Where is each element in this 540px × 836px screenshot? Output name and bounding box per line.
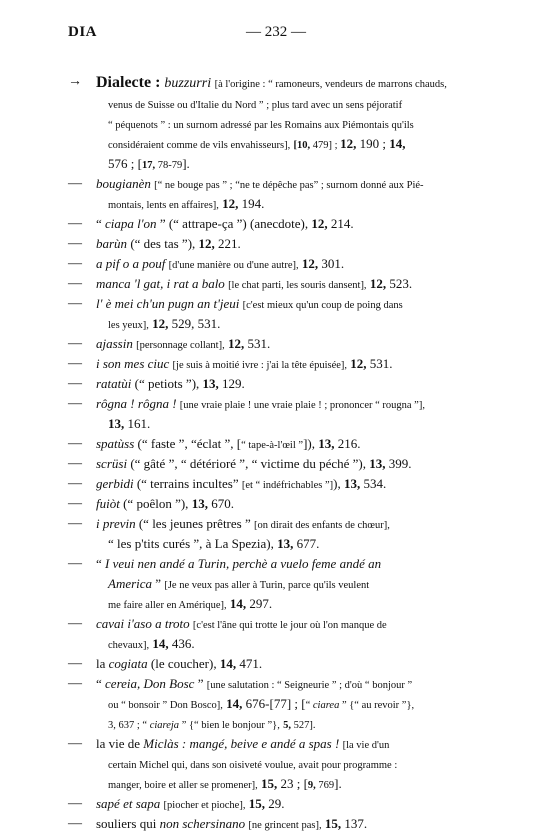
text-segment: 13, (191, 496, 208, 511)
text-segment: la (96, 656, 109, 671)
text-segment: [je suis à moitié ivre : j'ai la tête épuisée], (172, 360, 348, 371)
text-segment: a pif o a pouf (96, 256, 166, 271)
text-segment: bougianèn (96, 176, 151, 191)
dash-marker: — (68, 236, 82, 251)
text-segment: 12, (311, 216, 328, 231)
text-segment: scrüsi (96, 456, 128, 471)
entry-line (96, 134, 478, 154)
text-segment: (“ poêlon ”), (119, 496, 192, 511)
text-segment: 161. (124, 416, 151, 431)
text-segment: souliers qui (96, 816, 160, 831)
dash-marker: — (68, 176, 82, 191)
text-segment: (“ des tas ”), (127, 236, 199, 251)
text-segment: 523. (386, 276, 413, 291)
text-segment: les yeux], (108, 320, 149, 331)
dash-marker: — (68, 816, 82, 831)
text-segment: ou “ bonsoir ” Don Bosco], (108, 700, 223, 711)
text-segment: ]), (303, 436, 319, 451)
text-segment: “ péquenots ” : un surnom adressé par les Romains aux Piémontais qu'ils (108, 120, 414, 131)
text-segment: Miclàs : mangé, beive e andé a spas ! (143, 736, 340, 751)
dictionary-entry (68, 794, 478, 814)
text-segment: l' è mei ch'un pugn an t'jeui (96, 296, 240, 311)
text-segment: (“ gâté ”, “ détérioré ”, “ victime du péché ”), (127, 456, 370, 471)
dictionary-entry (68, 374, 478, 394)
text-segment: 297. (246, 596, 273, 611)
dash-marker: — (68, 456, 82, 471)
text-segment: (“ les jeunes prêtres ” (135, 516, 254, 531)
text-segment: 531. (244, 336, 271, 351)
text-segment: 13, (318, 436, 335, 451)
text-segment: 14, (152, 636, 169, 651)
text-segment: ” (152, 576, 165, 591)
dash-marker: — (68, 436, 82, 451)
text-segment: [d'une manière ou d'une autre], (168, 260, 299, 271)
text-segment: 15, (324, 816, 342, 831)
text-segment: [10, (293, 140, 311, 151)
text-segment: [à l'origine : “ ramoneurs, vendeurs de marrons chauds, (214, 79, 447, 90)
dash-marker: — (68, 496, 82, 511)
text-segment: “ les p'tits curés ”, à La Spezia), (108, 536, 278, 551)
text-segment: (le coucher), (147, 656, 220, 671)
dash-marker: — (68, 616, 82, 631)
text-segment: “ (96, 216, 106, 231)
dictionary-entry (68, 514, 478, 554)
text-segment: 14, (226, 696, 243, 711)
entry-line (96, 714, 478, 734)
entry-line (96, 614, 478, 634)
dictionary-entry (68, 814, 478, 834)
text-segment: 216. (334, 436, 361, 451)
text-segment: 190 ; (356, 136, 390, 151)
text-segment: 529, 531. (168, 316, 221, 331)
text-segment: 436. (168, 636, 195, 651)
text-segment: 12, (152, 316, 169, 331)
text-segment: 137. (341, 816, 368, 831)
running-head: DIA (68, 24, 98, 40)
text-segment: ” (194, 676, 207, 691)
dash-marker: — (68, 276, 82, 291)
text-segment: 301. (318, 256, 345, 271)
text-segment: me faire aller en Amérique], (108, 600, 227, 611)
text-segment: 531. (366, 356, 393, 371)
entry-line (96, 314, 478, 334)
entry-line (96, 474, 478, 494)
text-segment: (“ terrains incultes” (133, 476, 242, 491)
text-segment: 471. (236, 656, 263, 671)
dictionary-entry (68, 674, 478, 734)
text-segment: [une vraie plaie ! une vraie plaie ! ; prononcer “ rougna ”], (179, 400, 425, 411)
text-segment: ]. (182, 156, 190, 171)
text-segment: [on dirait des enfants de chœur], (253, 520, 390, 531)
text-segment: ” (“ attrape-ça ”) (anecdote), (156, 216, 312, 231)
text-segment: rôgna ! rôgna ! (96, 396, 177, 411)
entry-line (96, 214, 478, 234)
text-segment: 13, (369, 456, 386, 471)
text-segment: 17, (141, 160, 156, 171)
text-segment: [c'est mieux qu'un coup de poing dans (242, 300, 403, 311)
dictionary-entry (68, 734, 478, 794)
text-segment: venus de Suisse ou d'Italie du Nord ” ; plus tard avec un sens péjoratif (108, 100, 403, 111)
entry-line (96, 394, 478, 414)
entry-line (96, 174, 478, 194)
text-segment: spatùss (96, 436, 135, 451)
text-segment: montais, lents en affaires], (108, 200, 219, 211)
entry-line (96, 574, 478, 594)
dash-marker: — (68, 796, 82, 811)
text-segment: manca 'l gat, i rat a balo (96, 276, 225, 291)
dash-marker: — (68, 296, 82, 311)
entry-line (96, 594, 478, 614)
entry-line (96, 72, 478, 94)
dash-marker: — (68, 656, 82, 671)
text-segment: 3, 637 ; “ (108, 720, 150, 731)
entry-line (96, 454, 478, 474)
text-segment: 12, (227, 336, 245, 351)
text-segment: 129. (218, 376, 245, 391)
text-segment: certain Michel qui, dans son oisiveté voulue, avait pour programme : (108, 760, 398, 771)
dictionary-entry (68, 434, 478, 454)
entry-line (96, 534, 478, 554)
text-segment: 15, (260, 776, 278, 791)
text-segment: ciapa l'on (105, 216, 157, 231)
text-segment: 23 ; [ (277, 776, 308, 791)
text-segment: la vie de (96, 736, 144, 751)
entry-line (96, 94, 478, 114)
text-segment: 676-[77] ; [ (242, 696, 306, 711)
text-segment: [la vie d'un (342, 740, 390, 751)
text-segment: [c'est l'âne qui trotte le jour où l'on manque de (192, 620, 387, 631)
dash-marker: — (68, 476, 82, 491)
dictionary-entry (68, 354, 478, 374)
entry-line (96, 434, 478, 454)
text-segment: “ (305, 700, 313, 711)
text-segment: 12, (369, 276, 387, 291)
text-segment: 221. (214, 236, 241, 251)
text-segment: manger, boire et aller se promener], (108, 780, 258, 791)
dictionary-entry (68, 394, 478, 434)
entry-line (96, 554, 478, 574)
text-segment: 78-79 (155, 160, 183, 171)
text-segment: [le chat parti, les souris dansent], (228, 280, 367, 291)
dash-marker: — (68, 556, 82, 571)
dictionary-entry (68, 254, 478, 274)
text-segment: ratatùi (96, 376, 132, 391)
text-segment: 13, (277, 536, 294, 551)
text-segment: 13, (343, 476, 361, 491)
text-segment: 12, (198, 236, 215, 251)
text-segment: 769 (315, 780, 335, 791)
page-header (68, 24, 478, 44)
entry-line (96, 374, 478, 394)
text-segment: 14, (219, 656, 237, 671)
text-segment: 14, (229, 596, 247, 611)
text-segment: 15, (248, 796, 265, 811)
entry-line (96, 694, 478, 714)
dash-marker: — (68, 736, 82, 751)
text-segment: 194. (238, 196, 265, 211)
text-segment: “ (96, 556, 106, 571)
dictionary-entry (68, 474, 478, 494)
text-segment: Dialecte : (96, 74, 165, 91)
entry-line (96, 514, 478, 534)
text-segment: [piocher et pioche], (163, 800, 246, 811)
dictionary-entries (68, 72, 478, 834)
text-segment: ), (333, 476, 344, 491)
text-segment: America (108, 576, 153, 591)
dash-marker: — (68, 256, 82, 271)
entry-line (96, 494, 478, 514)
text-segment: ciareja (149, 720, 180, 731)
entry-line (96, 154, 478, 174)
arrow-marker: → (68, 74, 82, 89)
text-segment: 13, (108, 416, 125, 431)
dictionary-entry (68, 294, 478, 334)
text-segment: (“ faste ”, “éclat ”, [ (134, 436, 242, 451)
dictionary-entry (68, 334, 478, 354)
dash-marker: — (68, 216, 82, 231)
text-segment: 14, (389, 136, 406, 151)
entry-line (96, 674, 478, 694)
dictionary-entry (68, 554, 478, 614)
text-segment: 12, (222, 196, 239, 211)
text-segment: [“ ne bouge pas ” ; “ne te dépêche pas” ; surnom donné aux Pié- (154, 180, 424, 191)
entry-line (96, 254, 478, 274)
dash-marker: — (68, 376, 82, 391)
entry-line (96, 294, 478, 314)
entry-line (96, 334, 478, 354)
entry-line (96, 734, 478, 754)
text-segment: 12, (340, 136, 357, 151)
text-segment: cereia, Don Bosc (105, 676, 195, 691)
entry-line (96, 754, 478, 774)
text-segment: “ (96, 676, 106, 691)
text-segment: sapé et sapa (96, 796, 161, 811)
text-segment: 670. (207, 496, 234, 511)
text-segment: [Je ne veux pas aller à Turin, parce qu'ils veulent (164, 580, 370, 591)
dash-marker: — (68, 396, 82, 411)
text-segment: 399. (385, 456, 412, 471)
dictionary-entry (68, 654, 478, 674)
text-segment: 13, (202, 376, 219, 391)
text-segment: ciarea (312, 700, 340, 711)
text-segment: [une salutation : “ Seigneurie ” ; d'où “ bonjour ” (206, 680, 413, 691)
dictionary-entry (68, 234, 478, 254)
text-segment: fuiòt (96, 496, 120, 511)
text-segment: i son mes ciuc (96, 356, 170, 371)
text-segment: I veui nen andé a Turin, perchè a vuelo feme andé an (105, 556, 382, 571)
entry-line (96, 814, 478, 834)
text-segment: [ne grincent pas], (248, 820, 322, 831)
entry-line (96, 414, 478, 434)
entry-line (96, 234, 478, 254)
text-segment: [personnage collant], (136, 340, 225, 351)
entry-line (96, 634, 478, 654)
dictionary-entry (68, 174, 478, 214)
text-segment: barùn (96, 236, 128, 251)
text-segment: gerbidi (96, 476, 134, 491)
text-segment: 534. (360, 476, 387, 491)
page-number: — 232 — (246, 24, 306, 40)
dash-marker: — (68, 336, 82, 351)
dash-marker: — (68, 356, 82, 371)
dictionary-entry (68, 72, 478, 174)
dictionary-entry (68, 274, 478, 294)
text-segment: [et “ indéfrichables ”] (241, 480, 334, 491)
text-segment: 576 ; [ (108, 156, 142, 171)
text-segment: 12, (350, 356, 367, 371)
text-segment: 527]. (290, 720, 316, 731)
text-segment: 5, (283, 720, 291, 731)
entry-line (96, 774, 478, 794)
entry-line (96, 274, 478, 294)
text-segment: ” {“ bien le bonjour ”}, (179, 720, 280, 731)
text-segment: 12, (301, 256, 319, 271)
text-segment: considéraient comme de vils envahisseurs], (108, 140, 291, 151)
entry-line (96, 654, 478, 674)
dictionary-entry (68, 214, 478, 234)
entry-line (96, 794, 478, 814)
text-segment: ajassin (96, 336, 133, 351)
text-segment: non schersinano (159, 816, 246, 831)
text-segment: chevaux], (108, 640, 150, 651)
text-segment: buzzurri (164, 76, 212, 91)
text-segment: i previn (96, 516, 136, 531)
text-segment: cogiata (108, 656, 148, 671)
text-segment: ]. (334, 776, 342, 791)
entry-line (96, 194, 478, 214)
dash-marker: — (68, 516, 82, 531)
dash-marker: — (68, 676, 82, 691)
dictionary-entry (68, 454, 478, 474)
text-segment: 9, (307, 780, 316, 791)
text-segment: 29. (264, 796, 285, 811)
text-segment: 479] ; (310, 140, 341, 151)
text-segment: “ tape-à-l'œil ” (241, 440, 304, 451)
text-segment: 677. (293, 536, 320, 551)
text-segment: (“ petiots ”), (131, 376, 203, 391)
dictionary-entry (68, 614, 478, 654)
text-segment: ” {“ au revoir ”}, (339, 700, 415, 711)
entry-line (96, 114, 478, 134)
dictionary-entry (68, 494, 478, 514)
text-segment: 214. (327, 216, 354, 231)
text-segment: cavai i'aso a troto (96, 616, 190, 631)
entry-line (96, 354, 478, 374)
